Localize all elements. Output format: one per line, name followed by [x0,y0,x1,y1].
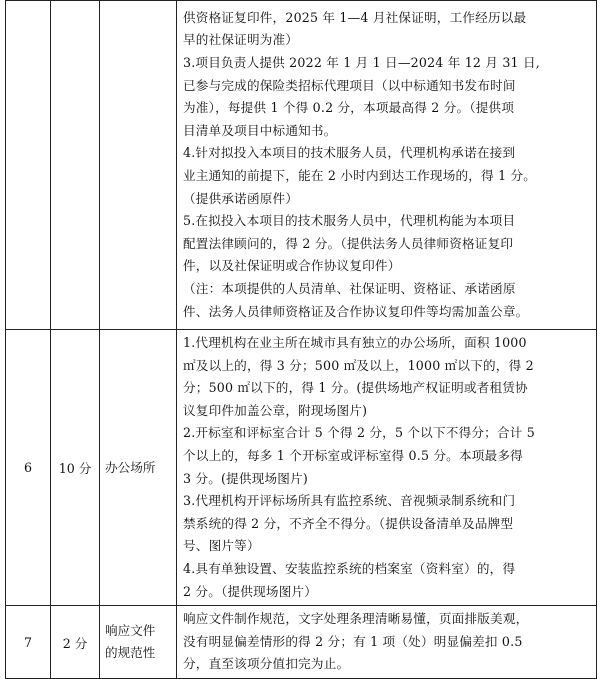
criteria-line: （提供承诺函原件） [183,190,299,206]
criteria-line: 号、图片等） [183,538,260,554]
criteria-line: 目清单及项目中标通知书。 [183,122,337,138]
criteria-line: 早的社保证明为准） [183,32,299,48]
criteria-line: 件，以及社保证明或合作协议复印件） [183,258,401,274]
criteria-cell [177,606,597,679]
criteria-line: 已参与完成的保险类招标代理项目（以中标通知书发布时间 [183,77,516,93]
criteria-line: 响应文件制作规范，文字处理条理清晰易懂，页面排版美观， [183,611,529,627]
criteria-line: 议复印件加盖公章，附现场图片) [183,402,368,418]
item-cell [100,606,177,679]
item-cell: 办公场所 [100,330,177,606]
criteria-line: 业主通知的前提下，能在 2 小时内到达工作现场的，得 1 分。 [183,168,537,183]
item-line: 的规范性 [105,645,156,661]
row-number-cell [6,1,51,330]
criteria-line: 配置法律顾问的，得 2 分。（提供法务人员律师资格证复印 [183,235,514,251]
table-row [6,330,597,606]
criteria-line: ㎡及以上的，得 3 分；500 ㎡及以上，1000 ㎡以下的，得 2 [183,357,534,373]
table-row [6,1,597,330]
criteria-line: 分；500 ㎡以下的，得 1 分。(提供场地产权证明或者租赁协 [183,380,528,396]
criteria-line: 2.开标室和评标室合计 5 个得 2 分，5 个以下不得分；合计 5 [183,425,535,441]
criteria-line: 5.在拟投入本项目的技术服务人员中，代理机构能为本项目 [183,213,516,229]
criteria-line: 1.代理机构在业主所在城市具有独立的办公场所，面积 1000 [183,335,527,350]
criteria-cell [177,1,597,330]
criteria-line: 为准），每提供 1 个得 0.2 分，本项最高得 2 分。（提供项 [183,100,515,116]
score-cell [51,1,100,330]
criteria-line: （注：本项提供的人员清单、社保证明、资格证、承诺函原 [183,280,516,296]
criteria-line: 个以上的，每多 1 个开标室或评标室得 0.5 分。本项最多得 [183,447,523,463]
criteria-line: 3.项目负责人提供 2022 年 1 月 1 日—2024 年 12 月 31 日, [183,55,540,71]
criteria-line: 件、法务人员律师资格证及合作协议复印件等均需加盖公章。 [183,303,529,319]
criteria-line: 供资格证复印件，2025 年 1—4 月社保证明，工作经历以最 [183,9,527,25]
score-cell: 10 分 [51,330,100,606]
criteria-line: 4.针对拟投入本项目的技术服务人员，代理机构承诺在接到 [183,145,516,161]
row-number-cell: 7 [6,606,51,679]
criteria-line: 2 分。（提供现场图片） [183,583,318,599]
scoring-table [5,0,597,679]
criteria-line: 3.代理机构开评标场所具有监控系统、音视频录制系统和门 [183,493,516,509]
item-cell [100,1,177,330]
criteria-cell [177,330,597,606]
table-row [6,606,597,679]
row-number-cell: 6 [6,330,51,606]
criteria-line: 没有明显偏差情形的得 2 分；有 1 项（处）明显偏差扣 0.5 [183,633,523,649]
criteria-line: 4.具有单独设置、安装监控系统的档案室（资料室）的，得 [183,560,516,576]
item-line: 响应文件 [105,623,156,639]
criteria-line: 分，直至该项分值扣完为止。 [183,656,350,672]
score-cell: 2 分 [51,606,100,679]
criteria-line: 禁系统的得 2 分，不齐全不得分。（提供设备清单及品牌型 [183,515,514,531]
criteria-line: 3 分。(提供现场图片) [183,470,308,486]
